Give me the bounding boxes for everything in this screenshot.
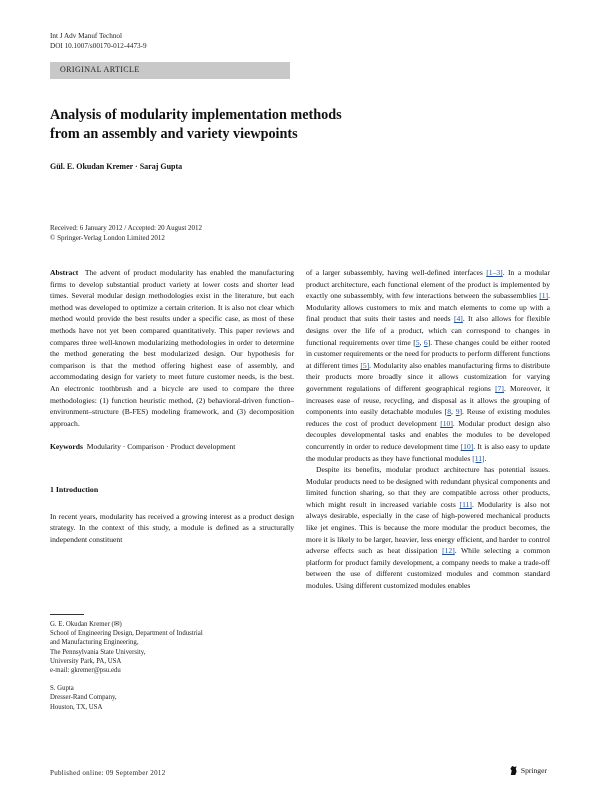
received-accepted: Received: 6 January 2012 / Accepted: 20 August 2012 [50, 224, 203, 232]
body-text: ]. These changes could be either rooted in customer requirements or the need for products to perform different functions at different times [306, 337, 551, 370]
body-text: , [450, 407, 456, 417]
citation-link[interactable]: 5 [415, 337, 420, 347]
keywords-text: Modularity · Comparison · Product development [86, 442, 236, 452]
citation-link[interactable]: 9 [455, 407, 460, 417]
title-line-2: from an assembly and variety viewpoints [50, 126, 298, 142]
body-text: of a larger subassembly, having well-defined interfaces [306, 268, 487, 277]
left-column [50, 267, 294, 545]
body-text: . Modular product design also decouples developmental tasks and enables the modules to be developed concurrently in order to reduce development time [306, 418, 550, 451]
paper-title [50, 106, 550, 144]
title-line-1: Analysis of modularity implementation methods [50, 107, 342, 123]
publisher-logo [509, 765, 547, 776]
body-text: , [419, 337, 424, 347]
body-paragraph-2 [306, 464, 550, 592]
citation-link[interactable]: [7] [495, 383, 504, 393]
citation-link[interactable]: 6 [423, 337, 428, 347]
affiliation-block [50, 620, 203, 675]
affiliation-line: The Pennsylvania State University, [50, 648, 146, 656]
body-text: . Modularity is also not always desirable, especially in the case of high-powered mechanical products like jet engines. This is because the more modular the product becomes, the more it is likely to be larger, heavier, less energy efficient, and harder to control adverse effects such as heat dissipation [306, 499, 550, 556]
intro-paragraph: In recent years, modularity has received a growing interest as a product design strategy. In the context of this study, a module is defined as a structurally independent constituent [50, 511, 294, 544]
article-type-banner [50, 62, 290, 79]
email-line[interactable]: e-mail: gkremer@psu.edu [50, 667, 121, 675]
body-text: . Moreover, it increases ease of reuse, recycling, and disposal as it allows the grouping of components into easily detachable modules [ [306, 383, 550, 417]
body-text: . [484, 453, 487, 463]
footnote-rule [50, 614, 84, 615]
author-list: Gül. E. Okudan Kremer · Saraj Gupta [50, 162, 183, 171]
affiliation-block [50, 684, 203, 712]
body-text: Despite its benefits, modular product architecture has potential issues. Modular products need to be designed with redundant physical components and limited function sharing, so that they are compatible across other products, which might result in increased variable costs [306, 465, 550, 509]
citation-link[interactable]: [11] [459, 499, 472, 509]
affiliation-line: S. Gupta [50, 685, 74, 693]
citation-link[interactable]: [1–3] [486, 268, 503, 277]
citation-link[interactable]: [5] [360, 360, 370, 370]
citation-link[interactable]: [4] [453, 314, 463, 324]
body-paragraph-1 [306, 267, 550, 464]
body-text: . Modularity allows customers to mix and match elements to come up with a final product that suits their tastes and needs [306, 291, 550, 324]
citation-link[interactable]: [10] [440, 418, 453, 428]
affiliation-line: Dresser-Rand Company, [50, 694, 117, 702]
citation-link[interactable]: 8 [447, 407, 451, 417]
body-text: . It also allows for flexible designs over the life of a product, which can correspond to changes in functional requirements over time [ [306, 314, 551, 347]
springer-horse-icon [509, 765, 518, 776]
abstract-label: Abstract [50, 268, 79, 277]
affiliation-line: School of Engineering Design, Department of Industrial [50, 630, 203, 638]
body-text: . In a modular product architecture, each functional element of the product is implemented by exactly one subassembly, with few interactions between the subassemblies [306, 268, 550, 301]
copyright-notice: © Springer-Verlag London Limited 2012 [50, 233, 165, 242]
affiliations [50, 620, 203, 712]
citation-link[interactable]: [10] [460, 441, 474, 451]
abstract-text: The advent of product modularity has enabled the manufacturing firms to develop substantial product variety at lower costs and shorter lead times. Several modular design methodologies exist in the literature, but each method was developed to optimize a certain criterion. It is also not clear which method would provide the best results under a specific case, as most of these methods have not yet been compared quantitatively. This paper reviews and compares three well-known modularizing methodologies in order to determine the method generating the best modularized design. Our hypothesis for comparison is that the method offering highest ease of assembly, and accommodating design for variety to meet future customer needs, is the best. An electronic toothbrush and a bicycle are used to compare the three methodologies: (1) function heuristic method, (2) behavioral-driven function–environment–structure (B-FES) modeling framework, and (3) decomposition approach. [50, 268, 294, 428]
doi: DOI 10.1007/s00170-012-4473-9 [50, 42, 147, 50]
citation-link[interactable]: [12] [442, 546, 455, 556]
body-text: . It is also easy to update the modular products as they have functional modules [306, 441, 551, 463]
citation-link[interactable]: [11] [472, 453, 485, 463]
affiliation-line: G. E. Okudan Kremer (✉) [50, 621, 122, 628]
article-type-label: ORIGINAL ARTICLE [60, 65, 140, 74]
journal-name: Int J Adv Manuf Technol [50, 32, 123, 40]
published-online: Published online: 09 September 2012 [50, 769, 166, 777]
keywords [50, 441, 294, 453]
body-text: . Modularity also enables manufacturing firms to distribute their products more broadly since it allows customization for varying government regulations of different geographical regions [306, 360, 550, 393]
citation-link[interactable]: [1] [539, 291, 549, 301]
keywords-label: Keywords [50, 442, 83, 452]
affiliation-line: and Manufacturing Engineering, [50, 639, 139, 647]
publisher-name: Springer [520, 766, 547, 775]
affiliation-line: University Park, PA, USA [50, 657, 122, 665]
body-text: . While selecting a common platform for product family development, a company needs to make a trade-off between the use of different customized modules and common standard modules. Using different customized modules enables [306, 546, 550, 591]
publication-dates [50, 224, 202, 243]
section-heading: 1 Introduction [50, 484, 99, 494]
affiliation-line: Houston, TX, USA [50, 703, 103, 711]
body-text: ]. Reuse of existing modules reduces the cost of product development [306, 407, 551, 428]
right-column [306, 267, 550, 592]
abstract [50, 267, 294, 429]
